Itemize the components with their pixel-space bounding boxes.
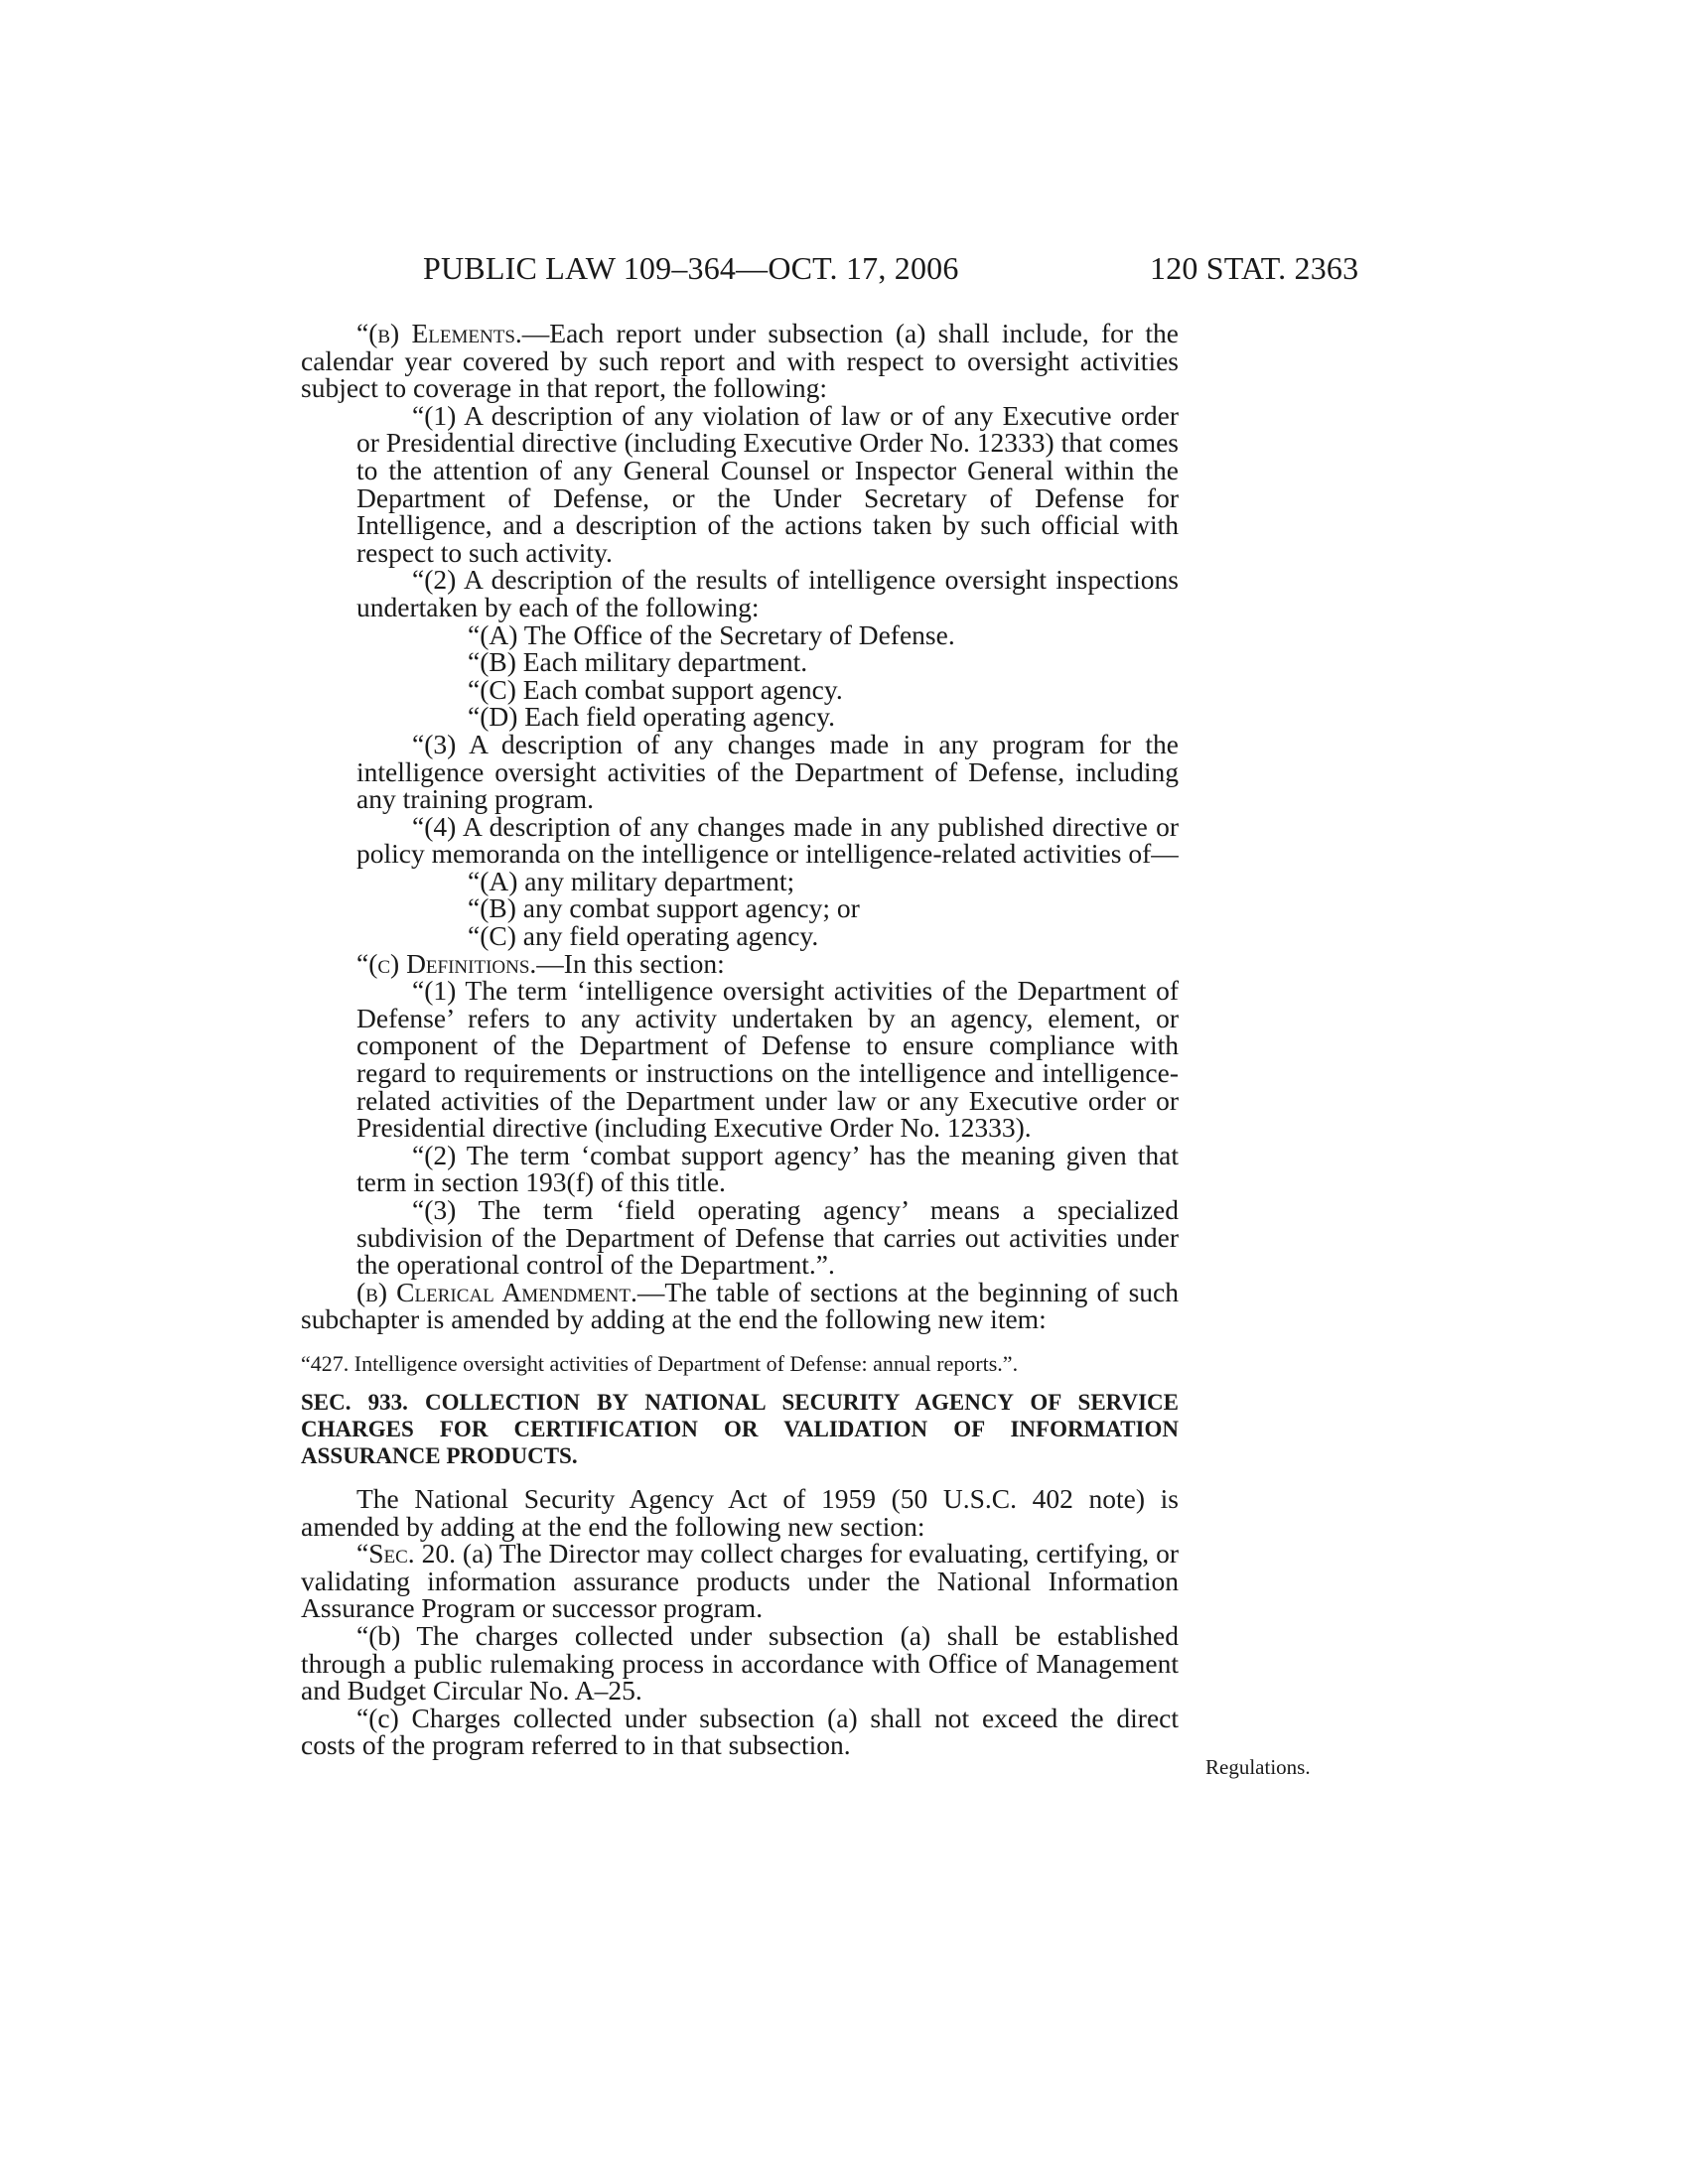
subsection-label: “(b) Elements.: [356, 318, 522, 348]
paragraph-text: —In this section:: [536, 947, 725, 979]
paragraph-b-4-A: “(A) any military department;: [468, 865, 795, 896]
paragraph-b-4-B: “(B) any combat support agency; or: [468, 892, 860, 924]
subsection-label: (b) Clerical Amendment.: [356, 1276, 637, 1307]
paragraph-b-elements: [301, 320, 1179, 402]
stat-page-reference: 120 STAT. 2363: [1150, 250, 1359, 286]
paragraph-b-1: “(1) A description of any violation of law or of any Executive order or Presidential directive (including Executive Order No. 12333) that comes to the attention of any General Counsel or Inspector General within the Department of Defense, or the Under Secretary of Defense for Intelligence, and a description of the actions taken by such official with respect to such activity.: [356, 399, 1179, 568]
section-heading-line: [301, 1389, 1179, 1469]
paragraph-c-definitions: [301, 947, 1179, 979]
paragraph-b-4-C: “(C) any field operating agency.: [468, 920, 819, 952]
table-of-sections-item: “427. Intelligence oversight activities of Department of Defense: annual reports.”.: [301, 1350, 1019, 1376]
paragraph-b-2-B: “(B) Each military department.: [468, 646, 808, 678]
section-title: COLLECTION BY NATIONAL SECURITY AGENCY OF SERVICE CHARGES FOR CERTIFICATION OR VALIDATION OF INFORMATION ASSURANCE PRODUCTS.: [301, 1389, 1179, 1468]
paragraph-sec20-a: [301, 1540, 1179, 1622]
paragraph-text: —Each report under subsection (a) shall include, for the calendar year covered by such report and with respect to oversight activities subject to coverage in that report, the following:: [301, 318, 1179, 404]
body-text: [301, 320, 1179, 1759]
paragraph-text: (a) The Director may collect charges for evaluating, certifying, or validating information assurance products under the National Information Assurance Program or successor program.: [301, 1538, 1180, 1624]
section-number: SEC. 933.: [301, 1389, 408, 1415]
section-label: “Sec. 20.: [356, 1538, 456, 1570]
paragraph-b-2-A: “(A) The Office of the Secretary of Defense.: [468, 618, 955, 650]
subsection-label: “(c) Definitions.: [356, 947, 537, 979]
paragraph-sec20-b: “(b) The charges collected under subsection (a) shall be established through a public rulemaking process in accordance with Office of Management and Budget Circular No. A–25.: [301, 1619, 1179, 1706]
paragraph-c-3: “(3) The term ‘field operating agency’ means a specialized subdivision of the Department of Defense that carries out activities under the operational control of the Department.”.: [356, 1194, 1179, 1281]
paragraph-b-4: “(4) A description of any changes made in any published directive or policy memoranda on the intelligence or intelligence-related activities of—: [356, 810, 1179, 870]
paragraph-sec20-c: “(c) Charges collected under subsection (a) shall not exceed the direct costs of the program referred to in that subsection.: [301, 1702, 1179, 1761]
paragraph-c-2: “(2) The term ‘combat support agency’ has the meaning given that term in section 193(f) of this title.: [356, 1139, 1179, 1198]
paragraph-b-3: “(3) A description of any changes made in any program for the intelligence oversight activities of the Department of Defense, including any training program.: [356, 728, 1179, 815]
paragraph-clerical-amendment: [301, 1276, 1180, 1335]
paragraph-b-2: “(2) A description of the results of intelligence oversight inspections undertaken by each of the following:: [356, 564, 1179, 622]
paragraph-intro: The National Security Agency Act of 1959 (50 U.S.C. 402 note) is amended by adding at the end the following new section:: [301, 1482, 1179, 1542]
running-head: PUBLIC LAW 109–364—OCT. 17, 2006: [423, 250, 959, 286]
paragraph-b-2-C: “(C) Each combat support agency.: [468, 673, 843, 705]
section-heading: [301, 1389, 1179, 1469]
margin-note-regulations: Regulations.: [1205, 1755, 1311, 1779]
paragraph-b-2-D: “(D) Each field operating agency.: [468, 701, 836, 733]
paragraph-c-1: “(1) The term ‘intelligence oversight activities of the Department of Defense’ refers to any activity undertaken by an agency, element, or component of the Department of Defense to ensure compliance with regard to requirements or instructions on the intelligence and intelligence-related activities of the Department under law or any Executive order or Presidential directive (including Executive Order No. 12333).: [356, 975, 1179, 1144]
paragraph-text: —The table of sections at the beginning of such subchapter is amended by adding at the end the following new item:: [301, 1276, 1180, 1335]
